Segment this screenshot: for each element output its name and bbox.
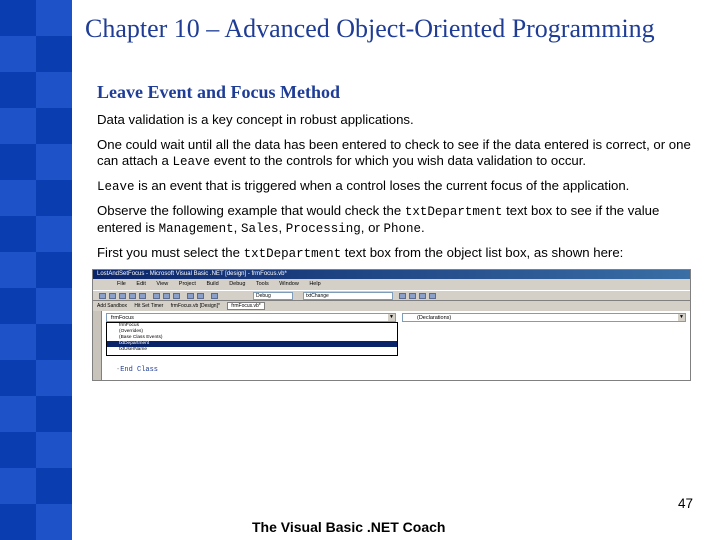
strip-square [0,216,36,252]
strip-square [36,396,72,432]
slide-subtitle: Leave Event and Focus Method [97,82,340,102]
p4-code-processing: Processing [285,222,361,236]
ide-toolbox-rail[interactable] [93,311,102,380]
find-combo[interactable] [303,292,393,300]
find-icon[interactable] [399,293,406,299]
list-item[interactable]: txtUserName [119,347,147,352]
tab-form-code[interactable]: frmFocus.vb* [227,302,264,310]
menu-debug[interactable]: Debug [229,281,246,287]
strip-square [36,180,72,216]
strip-square [0,72,36,108]
p5-code: txtDepartment [243,247,342,261]
properties-icon[interactable] [419,293,426,299]
strip-square [0,360,36,396]
p4-text-e: , or [360,220,384,235]
footer-text: The Visual Basic .NET Coach [252,519,446,535]
toolbox-icon[interactable] [429,293,436,299]
menu-file[interactable]: File [117,281,126,287]
p3-text: is an event that is triggered when a control loses the current focus of the application. [134,178,630,193]
p4-code-txtdepartment: txtDepartment [404,205,503,219]
strip-square [0,288,36,324]
chevron-down-icon[interactable]: ▼ [389,314,394,320]
add-item-icon[interactable] [109,293,116,299]
p2-code: Leave [172,155,211,169]
copy-icon[interactable] [163,293,170,299]
open-icon[interactable] [119,293,126,299]
tab-form-design[interactable]: frmFocus.vb [Design]* [170,303,220,309]
paragraph-5 [97,245,707,262]
slide-title: Chapter 10 – Advanced Object-Oriented Programming [85,14,655,43]
find-combo-value: txtChange [306,293,329,299]
solution-explorer-icon[interactable] [409,293,416,299]
menu-build[interactable]: Build [206,281,219,287]
menu-view[interactable]: View [156,281,169,287]
paste-icon[interactable] [173,293,180,299]
object-list-value: frmFocus [111,315,134,321]
strip-square [36,108,72,144]
list-item-selected[interactable]: txtDepartment [107,341,397,347]
p4-code-management: Management [158,222,234,236]
ide-toolbar [93,290,690,301]
list-item[interactable]: (Overrides) [119,329,143,334]
page-number: 47 [678,496,694,511]
menu-help[interactable]: Help [309,281,321,287]
start-icon[interactable] [211,293,218,299]
save-icon[interactable] [129,293,136,299]
procedure-list-value: (Declarations) [417,315,452,321]
strip-square [0,504,36,540]
object-list-box[interactable] [106,313,396,322]
ide-document-tabs [93,302,690,311]
save-all-icon[interactable] [139,293,146,299]
strip-square [0,432,36,468]
p2-text-b: event to the controls for which you wish data validation to occur. [210,153,587,168]
tab-hit-set-timer[interactable]: Hit Set Timer [134,303,164,309]
strip-square [36,252,72,288]
ide-title-bar: LostAndSetFocus - Microsoft Visual Basic .NET [design] - frmFocus.vb* [93,270,690,279]
config-combo[interactable] [253,292,293,300]
code-editor[interactable] [102,311,690,380]
code-line-text: End Class [120,366,159,374]
decorative-strip [0,0,72,540]
strip-square [36,468,72,504]
new-project-icon[interactable] [99,293,106,299]
paragraph-1 [97,112,707,128]
p4-code-phone: Phone [383,222,422,236]
list-item[interactable]: frmFocus [119,323,139,328]
p5-text-a: First you must select the [97,245,244,260]
p5-text-b: text box from the object list box, as shown here: [341,245,624,260]
ide-screenshot [92,269,691,381]
list-item[interactable]: (Base Class Events) [119,335,163,340]
menu-project[interactable]: Project [178,281,196,287]
procedure-list-box[interactable] [402,313,686,322]
p2-text-a: One could wait until all the data has been entered to check to see if the data entered is correct, or one can attach a [97,137,691,168]
strip-square [0,0,36,36]
chevron-down-icon[interactable]: ▼ [679,314,684,320]
p4-text-f: . [421,220,425,235]
p1-text: Data validation is a key concept in robust applications. [97,112,414,127]
code-line: -End Class [116,366,159,374]
p4-code-sales: Sales [240,222,279,236]
undo-icon[interactable] [187,293,194,299]
menu-edit[interactable]: Edit [136,281,146,287]
strip-square [0,144,36,180]
paragraph-2 [97,137,707,170]
strip-square [36,36,72,72]
p4-text-a: Observe the following example that would check the [97,203,405,218]
p3-code: Leave [97,180,135,194]
tab-add-sandbox[interactable]: Add Sandbox [97,303,128,309]
config-combo-value: Debug [256,293,271,299]
p4-text-d: , [278,220,286,235]
paragraph-3 [97,178,707,195]
object-dropdown-list [106,322,398,356]
paragraph-4 [97,203,707,237]
menu-tools[interactable]: Tools [255,281,269,287]
p4-text-b: text box to see if the value entered is [97,203,660,235]
redo-icon[interactable] [197,293,204,299]
cut-icon[interactable] [153,293,160,299]
strip-square [36,324,72,360]
menu-window[interactable]: Window [279,281,299,287]
ide-menu-bar [93,280,690,289]
p4-text-c: , [233,220,241,235]
